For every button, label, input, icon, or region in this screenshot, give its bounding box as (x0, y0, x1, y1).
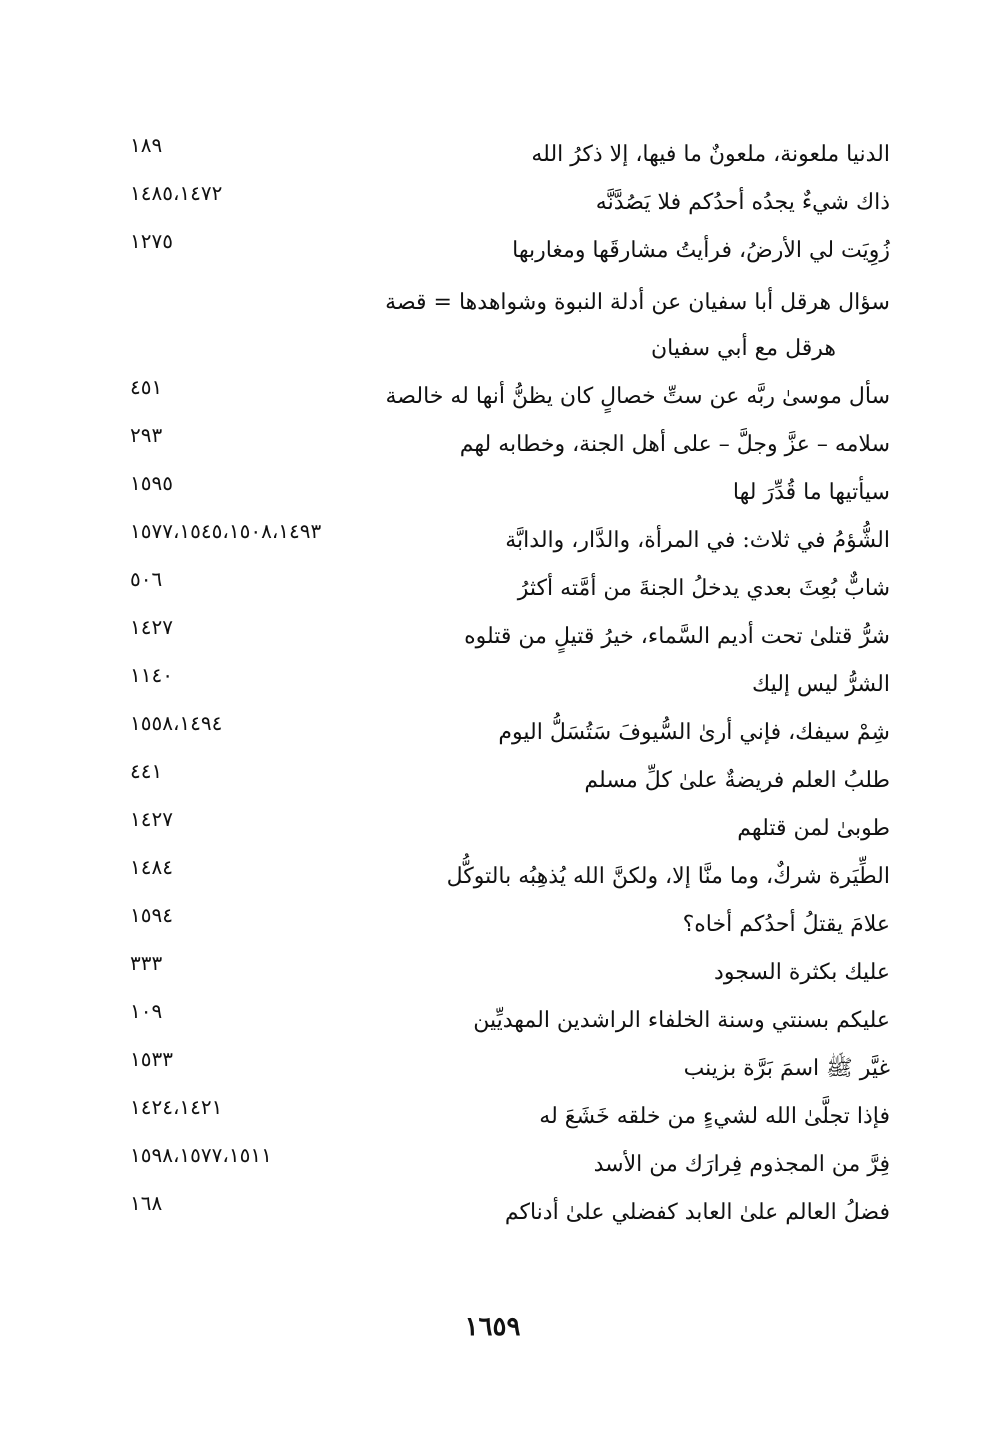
entry-refs: ١٥٩٨،١٥٧٧،١٥١١ (130, 1143, 272, 1167)
index-entry (120, 276, 890, 372)
index-entry (120, 1190, 890, 1238)
entry-text: شرُّ قتلىٰ تحت أديم السَّماء، خيرُ قتيلٍ من قتلوه (464, 624, 890, 649)
entry-text-line1: سؤال هرقل أبا سفيان عن أدلة النبوة وشواهدها = قصة (385, 290, 890, 315)
entry-text: فِرَّ من المجذوم فِرارَك من الأسد (593, 1152, 890, 1177)
entry-refs: ١٤٨٤ (130, 855, 173, 879)
entry-refs: ٥٠٦ (130, 567, 163, 591)
entry-text: عليك بكثرة السجود (714, 960, 890, 985)
entry-text: عليكم بسنتي وسنة الخلفاء الراشدين المهديِّين (473, 1008, 890, 1033)
entry-refs: ١٥٩٤ (130, 903, 173, 927)
index-entry (120, 998, 890, 1046)
entry-text-line2: هرقل مع أبي سفيان (650, 336, 836, 361)
entry-text: طلبُ العلم فريضةٌ علىٰ كلِّ مسلم (584, 768, 890, 793)
index-entry (120, 132, 890, 180)
index-entry (120, 854, 890, 902)
entry-refs: ٣٣٣ (130, 951, 163, 975)
entry-refs: ١٤٢٤،١٤٢١ (130, 1095, 223, 1119)
entry-text: زُوِيَت لي الأرضُ، فرأيتُ مشارقَها ومغاربها (512, 238, 890, 263)
index-entry (120, 1046, 890, 1094)
index-entry (120, 470, 890, 518)
index-entry (120, 180, 890, 228)
entry-refs: ١٤٢٧ (130, 615, 173, 639)
index-entry (120, 1094, 890, 1142)
entry-text: غيَّر ﷺ اسمَ بَرَّة بزينب (683, 1056, 890, 1081)
entry-refs: ٤٤١ (130, 759, 163, 783)
entry-text: الدنيا ملعونة، ملعونٌ ما فيها، إلا ذكرُ الله (531, 142, 890, 167)
index-entry (120, 710, 890, 758)
entry-refs: ١٥٩٥ (130, 471, 173, 495)
entry-refs: ١٤٢٧ (130, 807, 173, 831)
entry-text: الشُّؤمُ في ثلاث: في المرأة، والدَّار، والدابَّة (505, 528, 890, 553)
entry-refs: ١٦٨ (130, 1191, 163, 1215)
index-entry (120, 950, 890, 998)
page-number: ١٦٥٩ (464, 1312, 521, 1342)
index-entries (120, 132, 890, 1238)
index-entry (120, 228, 890, 276)
index-entry (120, 374, 890, 422)
entry-refs: ١٥٥٨،١٤٩٤ (130, 711, 223, 735)
index-entry (120, 1142, 890, 1190)
index-entry (120, 566, 890, 614)
entry-text: فضلُ العالم علىٰ العابد كفضلي علىٰ أدناكم (504, 1200, 890, 1225)
entry-text: الشرُّ ليس إليك (752, 672, 890, 697)
entry-refs: ١٨٩ (130, 133, 163, 157)
entry-text: فإذا تجلَّىٰ الله لشيءٍ من خلقه خَشَعَ له (539, 1104, 890, 1129)
entry-text: سأل موسىٰ ربَّه عن ستِّ خصالٍ كان يظنُّ أنها له خالصة (385, 384, 890, 409)
entry-text: شِمْ سيفك، فإني أرىٰ السُّيوفَ سَتُسَلُّ اليوم (498, 720, 890, 745)
entry-text: ذاك شيءٌ يجدُه أحدُكم فلا يَصُدَّنَّه (595, 190, 890, 215)
index-entry (120, 518, 890, 566)
entry-text: سيأتيها ما قُدِّرَ لها (732, 480, 890, 505)
index-entry (120, 614, 890, 662)
entry-refs: ١١٤٠ (130, 663, 173, 687)
entry-refs: ١٢٧٥ (130, 229, 173, 253)
entry-text: الطِّيَرة شركٌ، وما منَّا إلا، ولكنَّ الله يُذهِبُه بالتوكُّل (446, 864, 890, 889)
entry-text (120, 276, 890, 372)
entry-refs: ١٠٩ (130, 999, 163, 1023)
index-entry (120, 662, 890, 710)
entry-text: علامَ يقتلُ أحدُكم أخاه؟ (682, 912, 890, 937)
entry-text: شابٌّ بُعِثَ بعدي يدخلُ الجنةَ من أمَّته أكثرُ (517, 576, 890, 601)
entry-refs: ٢٩٣ (130, 423, 163, 447)
entry-refs: ١٤٨٥،١٤٧٢ (130, 181, 223, 205)
entry-text: سلامه – عزَّ وجلَّ – على أهل الجنة، وخطابه لهم (459, 432, 890, 457)
entry-text: طوبىٰ لمن قتلهم (737, 816, 890, 841)
entry-refs: ١٥٣٣ (130, 1047, 173, 1071)
entry-refs: ٤٥١ (130, 375, 163, 399)
index-entry (120, 806, 890, 854)
entry-refs: ١٥٧٧،١٥٤٥،١٥٠٨،١٤٩٣ (130, 519, 322, 543)
index-entry (120, 902, 890, 950)
index-entry (120, 758, 890, 806)
index-entry (120, 422, 890, 470)
